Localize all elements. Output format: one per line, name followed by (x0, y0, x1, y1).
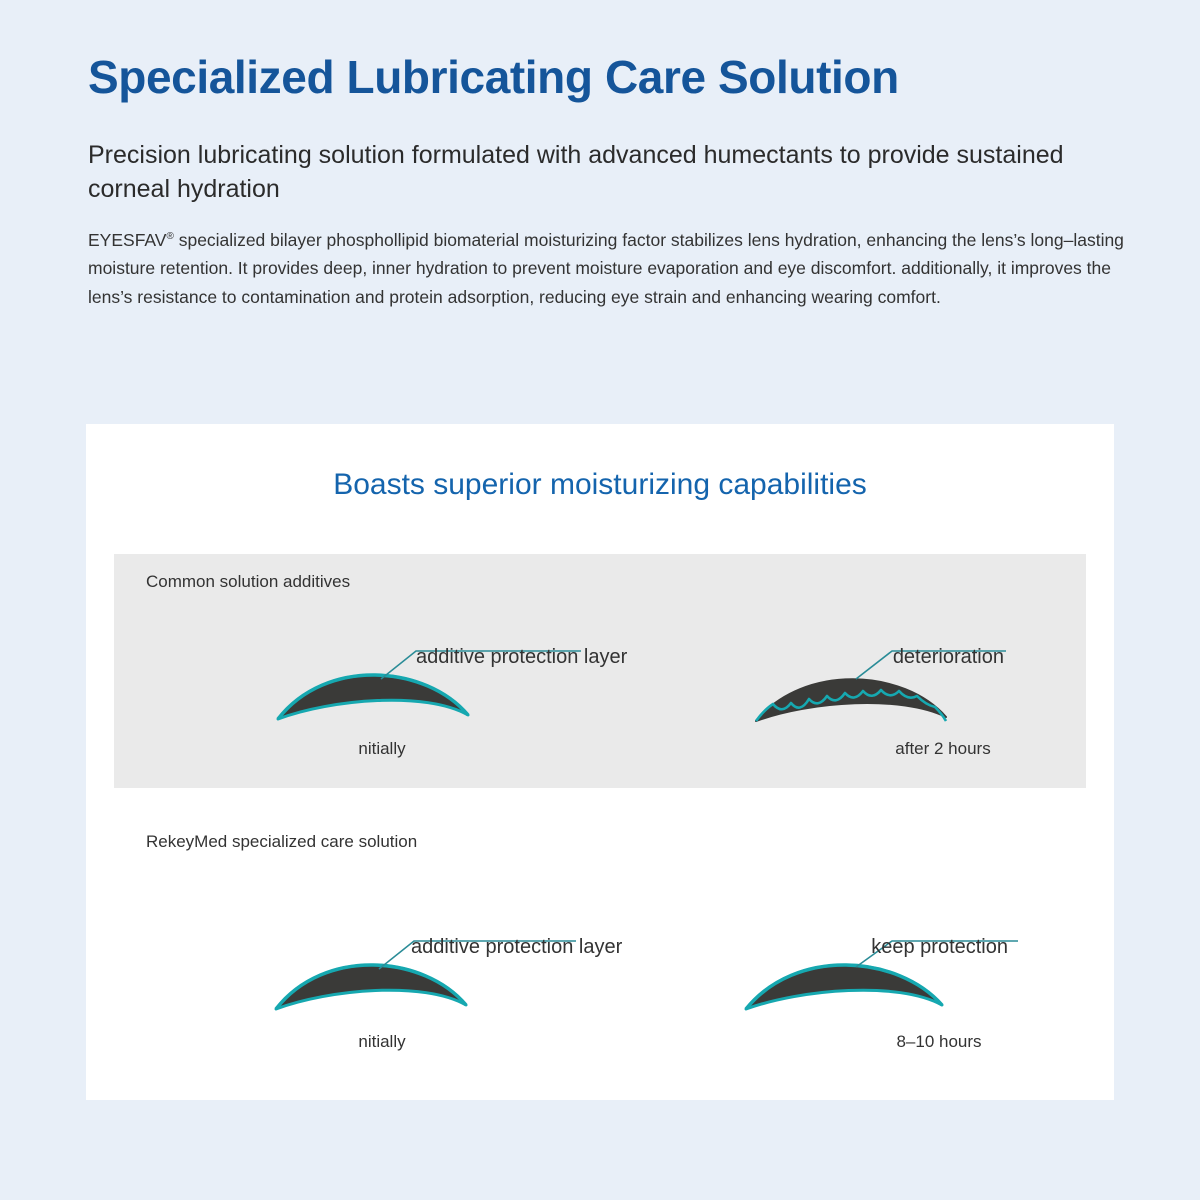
page-title: Specialized Lubricating Care Solution (88, 51, 899, 103)
row-label-common: Common solution additives (146, 572, 351, 591)
panel-title: Boasts superior moisturizing capabilities (333, 468, 867, 501)
page-subtitle: Precision lubricating solution formulated with advanced humectants to provide sustained corneal hydration (88, 141, 1064, 203)
row-label-rekeymed: RekeyMed specialized care solution (146, 832, 418, 851)
callout-rekeymed-after: keep protection (871, 936, 1008, 958)
lens-figure-common-after (606, 619, 1076, 834)
body-paragraph (88, 226, 1128, 311)
caption-rekeymed-after: 8–10 hours (896, 1032, 982, 1051)
registered-mark: ® (166, 231, 174, 243)
caption-common-after: after 2 hours (895, 739, 991, 758)
caption-common-initial: nitially (358, 739, 406, 758)
callout-rekeymed-initial: additive protection layer (411, 936, 623, 958)
body-text: specialized bilayer phosphollipid biomaterial moisturizing factor stabilizes lens hydration, enhancing the lens’s long–lasting moisture retention. It provides deep, inner hydration to prevent moisture evaporation and eye discomfort. additionally, it improves the lens’s resistance to contamination and protein adsorption, reducing eye strain and enhancing wearing comfort. (88, 230, 1124, 307)
caption-rekeymed-initial: nitially (358, 1032, 406, 1051)
callout-common-after: deterioration (892, 646, 1004, 668)
callout-common-initial: additive protection layer (416, 646, 628, 668)
brand-name: EYESFAV (88, 230, 167, 250)
comparison-panel (86, 424, 1114, 1100)
